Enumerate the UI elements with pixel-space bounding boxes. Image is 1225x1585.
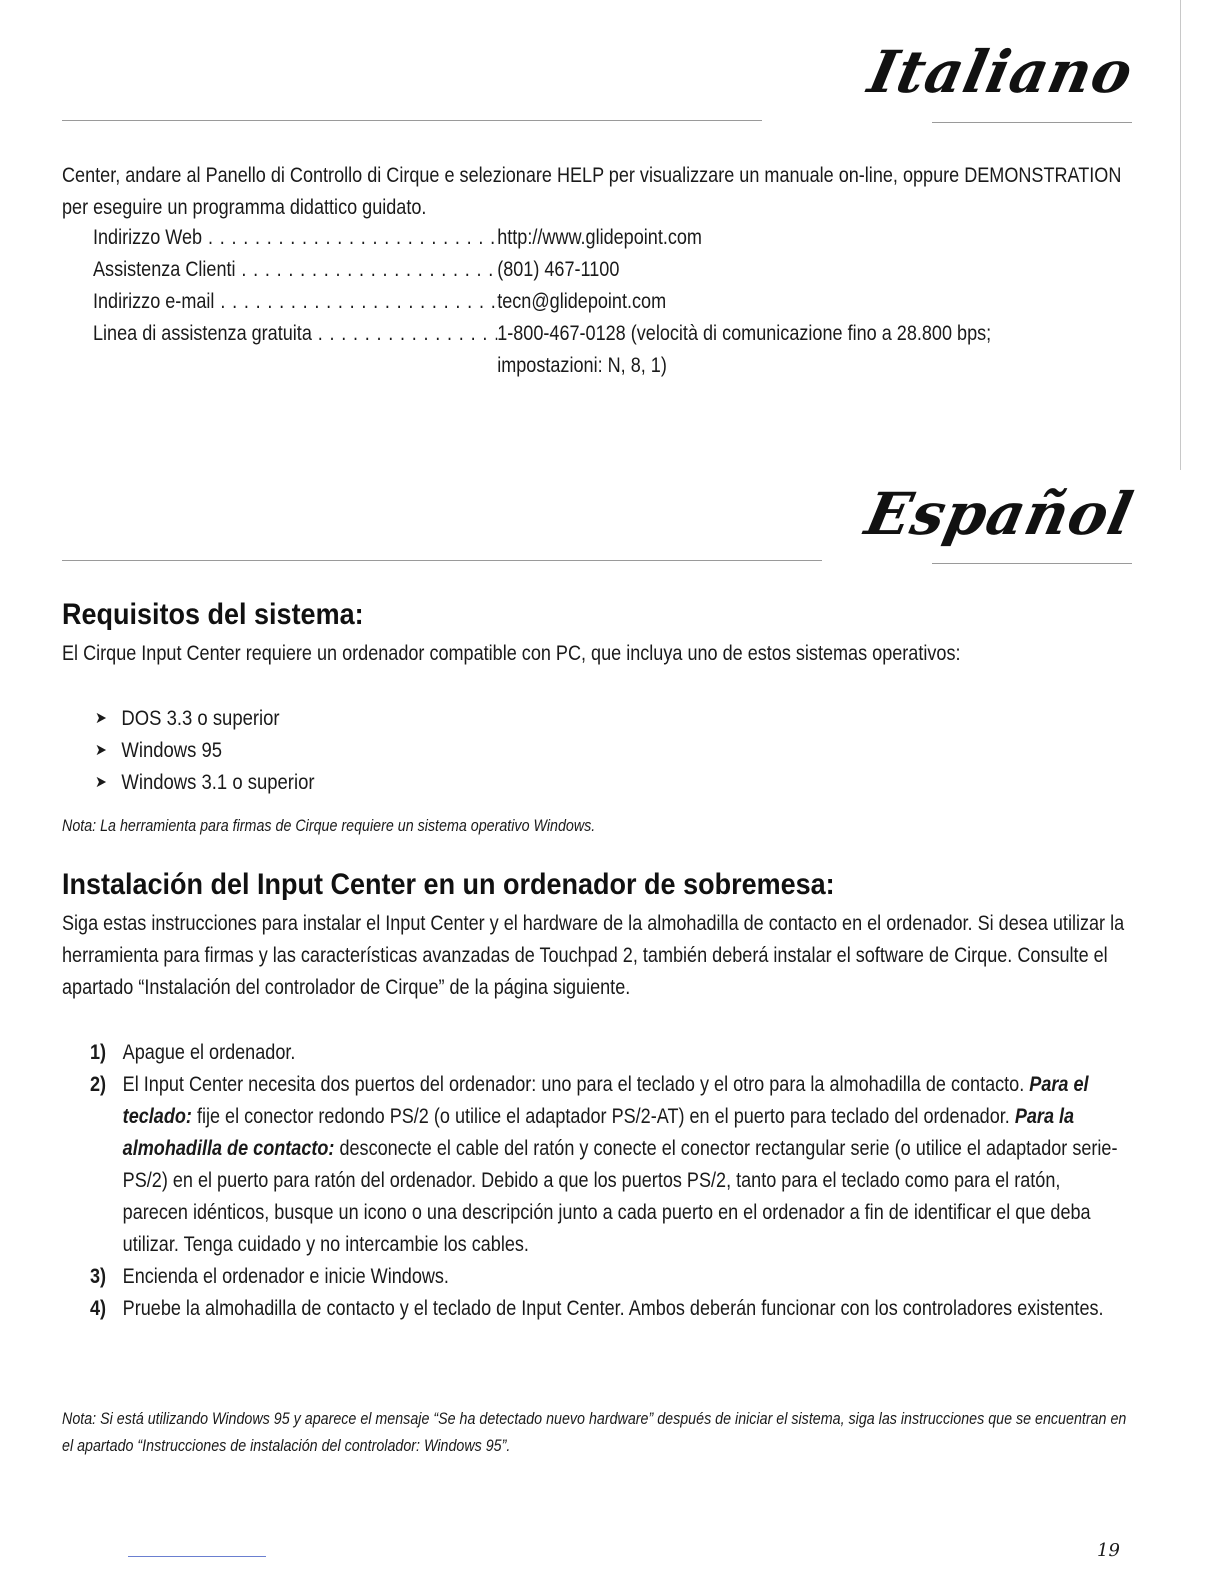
step-emphasis: Para el teclado:: [122, 1073, 1089, 1128]
header-rule-right: [932, 122, 1132, 123]
contact-label: Indirizzo Web . . .: [93, 222, 497, 254]
requisitos-text: El Cirque Input Center requiere un ordenador compatible con PC, que incluya uno de estos sistemas operativos:: [62, 642, 961, 665]
arrow-bullet-icon: ➤: [95, 710, 107, 727]
italiano-intro: Center, andare al Panello di Controllo di Cirque e selezionare HELP per visualizzare un manuale on-line, oppure DEMONSTRATION per eseguire un programma didattico guidato.: [62, 164, 1122, 219]
contact-table: [93, 222, 991, 382]
footer-link-line: [128, 1556, 266, 1557]
step-number: 2): [90, 1073, 107, 1096]
list-item: [95, 767, 315, 799]
contact-row: [93, 222, 991, 254]
contact-value: http://www.glidepoint.com: [497, 226, 702, 249]
header-rule: [62, 120, 762, 121]
page-edge-line: [1180, 0, 1181, 470]
step-text-part: El Input Center necesita dos puertos del ordenador: uno para el teclado y el otro para la almohadilla de contacto.: [122, 1073, 1030, 1096]
section-heading-requisitos: Requisitos del sistema:: [62, 598, 364, 631]
step-text-part: desconecte el cable del ratón y conecte el conector rectangular serie (o utilice el adaptador serie-PS/2) en el puerto para ratón del ordenador. Debido a que los puertos PS/2, tanto para el teclado como para el ratón, parecen idénticos, busque un icono o una descripción junto a cada puerto en el ordenador a fin de identificar el que deba utilizar. Tenga cuidado y no intercambie los cables.: [122, 1137, 1118, 1256]
requisitos-note: Nota: La herramienta para firmas de Cirque requiere un sistema operativo Windows.: [62, 816, 596, 835]
header-rule-right: [932, 563, 1132, 564]
contact-row: [93, 318, 991, 350]
step-text: Apague el ordenador.: [122, 1041, 296, 1064]
step-number: 3): [90, 1265, 107, 1288]
os-list: [95, 703, 315, 799]
contact-value: tecn@glidepoint.com: [497, 290, 667, 313]
contact-label: Assistenza Clienti . . .: [93, 254, 497, 286]
contact-value: (801) 467-1100: [497, 258, 620, 281]
italiano-title: Italiano: [862, 38, 1140, 106]
step-item: [90, 1293, 1118, 1325]
contact-row: [93, 254, 991, 286]
list-item-label: DOS 3.3 o superior: [121, 707, 280, 730]
list-item: [95, 735, 315, 767]
install-steps: [90, 1037, 1118, 1325]
section-heading-instalacion: Instalación del Input Center en un ordenador de sobremesa:: [62, 868, 835, 901]
step-emphasis: Para la almohadilla de contacto:: [122, 1105, 1075, 1160]
step-number: 1): [90, 1041, 107, 1064]
arrow-bullet-icon: ➤: [95, 742, 107, 759]
list-item-label: Windows 95: [121, 739, 223, 762]
step-item: [90, 1261, 1118, 1293]
instalacion-text: Siga estas instrucciones para instalar el Input Center y el hardware de la almohadilla de contacto en el ordenador. Si desea utilizar la herramienta para firmas y las características avanzadas de Touchpad 2, también deberá instalar el software de Cirque. Consulte el apartado “Instalación del controlador de Cirque” de la página siguiente.: [62, 912, 1125, 999]
contact-label: Indirizzo e-mail . . .: [93, 286, 497, 318]
contact-continuation: impostazioni: N, 8, 1): [497, 354, 667, 377]
step-item: [90, 1037, 1118, 1069]
step-item: [90, 1069, 1118, 1261]
contact-value: 1-800-467-0128 (velocità di comunicazione fino a 28.800 bps;: [497, 322, 992, 345]
header-rule: [62, 560, 822, 561]
contact-row: [93, 286, 991, 318]
list-item-label: Windows 3.1 o superior: [121, 771, 315, 794]
page-number: 19: [1097, 1540, 1120, 1561]
list-item: [95, 703, 315, 735]
arrow-bullet-icon: ➤: [95, 774, 107, 791]
step-text: [123, 1069, 1118, 1261]
espanol-header: [62, 470, 1140, 580]
step-text-part: fije el conector redondo PS/2 (o utilice el adaptador PS/2-AT) en el puerto para teclado del ordenador.: [191, 1105, 1015, 1128]
step-text: Pruebe la almohadilla de contacto y el teclado de Input Center. Ambos deberán funcionar con los controladores existentes.: [122, 1297, 1104, 1320]
step-number: 4): [90, 1297, 107, 1320]
espanol-title: Español: [859, 480, 1140, 548]
italiano-header: [62, 30, 1140, 130]
step-text: Encienda el ordenador e inicie Windows.: [122, 1265, 449, 1288]
instalacion-note: Nota: Si está utilizando Windows 95 y aparece el mensaje “Se ha detectado nuevo hardware” después de iniciar el sistema, siga las instrucciones que se encuentran en el apartado “Instrucciones de instalación del controlador: Windows 95”.: [62, 1409, 1127, 1455]
contact-label: Linea di assistenza gratuita . . .: [93, 318, 497, 350]
